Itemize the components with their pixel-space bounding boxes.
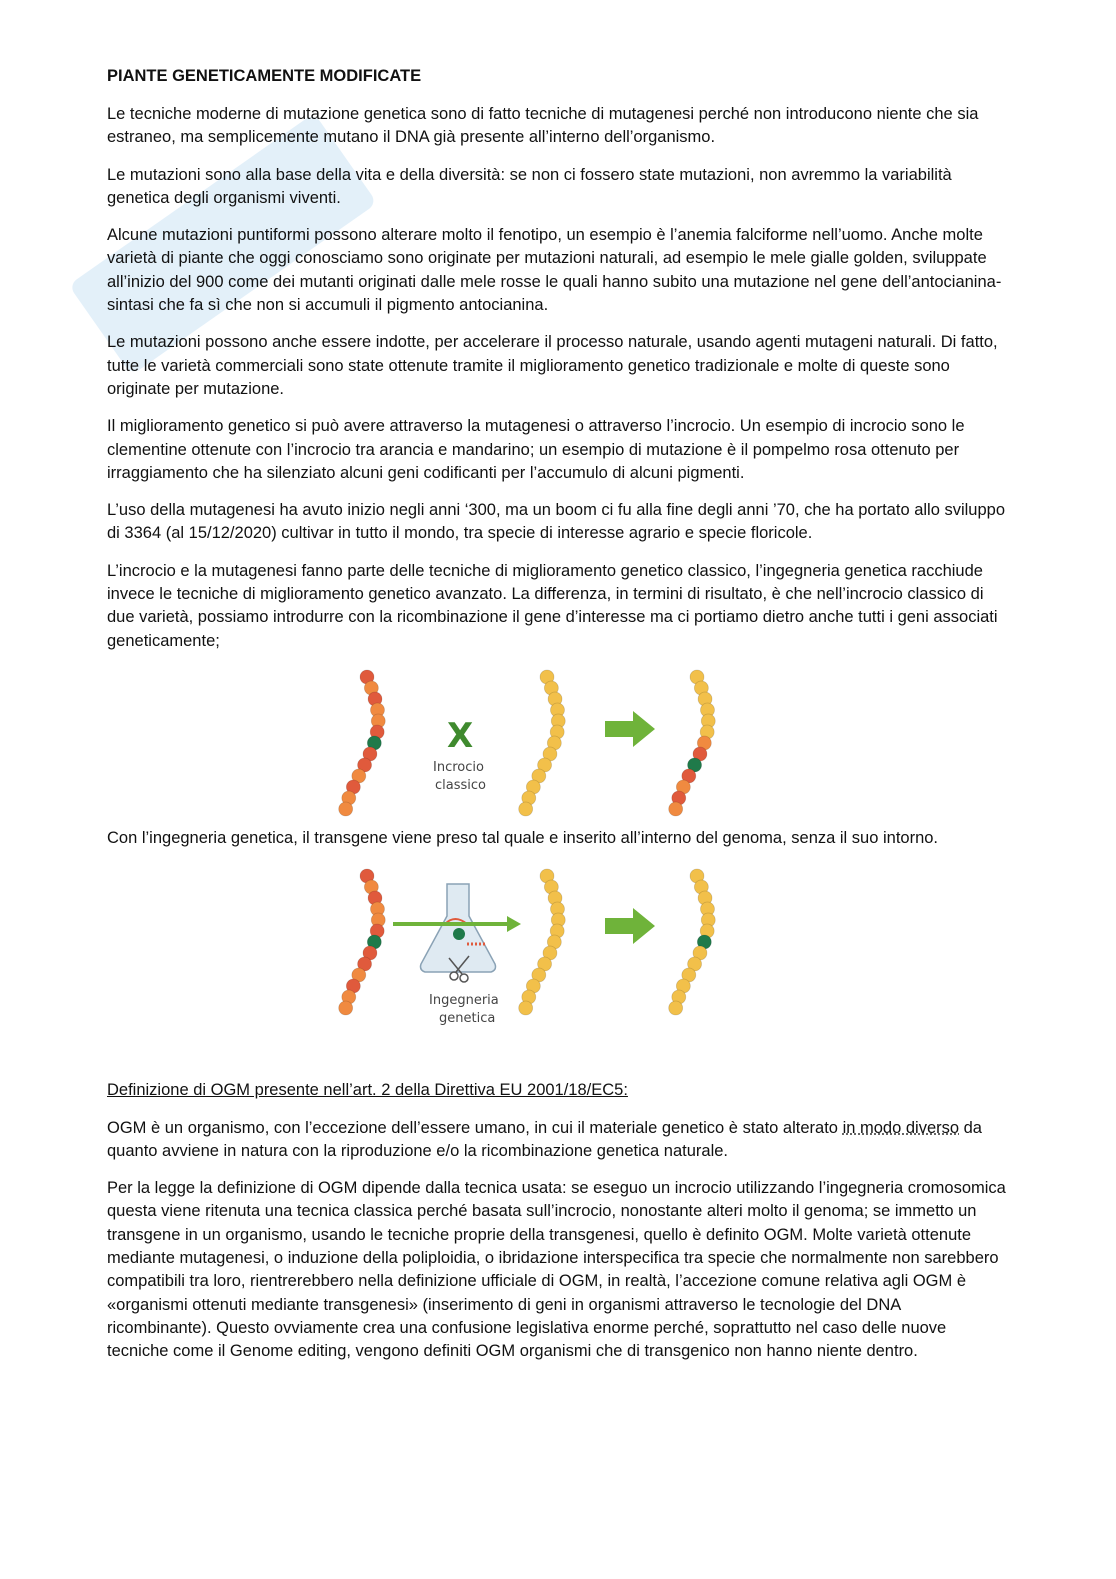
chromosome-yellow: [519, 670, 566, 816]
definition-heading: Definizione di OGM presente nell’art. 2 della Direttiva EU 2001/18/EC5:: [107, 1081, 628, 1100]
paragraph-5: Il miglioramento genetico si può avere attraverso la mutagenesi o attraverso l’incrocio. Un esempio di incrocio sono le clementine ottenute con l’incrocio tra arancia e mandarino; un esempio di mutazione è il pompelmo rosa ottenuto per irraggiamento che ha silenziato alcuni geni codificanti per l’accumulo di alcuni pigmenti.: [107, 417, 965, 482]
definition-text-1: OGM è un organismo, con l’eccezione dell’essere umano, in cui il materiale genetico è stato alterato: [107, 1118, 843, 1137]
cross-icon: [447, 716, 473, 756]
paragraph-2: Le mutazioni sono alla base della vita e della diversità: se non ci fossero state mutazioni, non avremmo la variabilità genetica degli organismi viventi.: [107, 165, 952, 207]
chromosome-red-source: [339, 869, 386, 1015]
bead: [669, 1001, 683, 1015]
svg-text:X: X: [447, 715, 474, 756]
chromosome-hybrid: [669, 670, 716, 816]
figure1-label-line1: Incrocio: [433, 759, 484, 775]
paragraph-4: Le mutazioni possono anche essere indotte, per accelerare il processo naturale, usando agenti mutageni naturali. Di fatto, tutte le varietà commerciali sono state ottenute tramite il miglioramento genetico tradizionale e molte di queste sono originate per mutazione.: [107, 333, 998, 398]
figure2-label-line1: Ingegneria: [429, 993, 499, 1009]
bead: [519, 1001, 533, 1015]
bead: [669, 802, 683, 816]
final-paragraph: Per la legge la definizione di OGM dipende dalla tecnica usata: se eseguo un incrocio utilizzando l’ingegneria cromosomica questa viene ritenuta una tecnica classica perché basata sull’incrocio, nonostante alteri molto il genoma; se immetto un transgene in un organismo, usando le tecniche proprie della transgenesi, quello è definito OGM. Molte varietà ottenute mediante mutagenesi, o induzione della poliploidia, o ibridazione interspecifica tra specie che normalmente non sarebbero compatibili tra loro, rientrerebbero nella definizione ufficiale di OGM, in realtà, l’accezione comune relativa agli OGM è «organismi ottenuti mediante transgenesi» (inserimento di geni in organismi attraverso le tecnologie del DNA ricombinante). Questo ovviamente crea una confusione legislativa enorme perché, soprattutto nel caso delle nuove tecniche come il Genome editing, vengono definiti OGM organismi che di transgenico non hanno niente dentro.: [107, 1179, 1006, 1361]
figure-genetic-engineering: [107, 864, 1007, 1039]
chromosome-red: [339, 670, 386, 816]
paragraph-6: L’uso della mutagenesi ha avuto inizio negli anni ‘300, ma un boom ci fu alla fine degli anni ’70, che ha portato allo sviluppo di 3364 (al 15/12/2020) cultivar in tutto il mondo, tra specie di interesse agrario e specie floricole.: [107, 501, 1006, 543]
document-page: [107, 64, 1007, 1378]
bead: [519, 802, 533, 816]
definition-underlined: in modo diverso: [842, 1118, 960, 1137]
flask-icon: [421, 884, 496, 972]
figure1-label-line2: classico: [435, 777, 486, 793]
figure2-label-line2: genetica: [439, 1011, 496, 1027]
definition-paragraph: [107, 1117, 1007, 1164]
paragraph-1: Le tecniche moderne di mutazione genetica sono di fatto tecniche di mutagenesi perché non introducono niente che sia estraneo, ma semplicemente mutano il DNA già presente all’interno dell’organismo.: [107, 105, 979, 147]
paragraph-7: L’incrocio e la mutagenesi fanno parte delle tecniche di miglioramento genetico classico, l’ingegneria genetica racchiude invece le tecniche di miglioramento genetico avanzato. La differenza, in termini di risultato, è che nell’incrocio classico di due varietà, possiamo introdurre con la ricombinazione il gene d’interesse ma ci portiamo dietro anche tutti i geni associati geneticamente;: [107, 561, 998, 650]
arrow-right-icon: [605, 711, 655, 747]
bead: [339, 1001, 353, 1015]
document-title: PIANTE GENETICAMENTE MODIFICATE: [107, 67, 422, 85]
definition-text-2: da quanto avviene in natura con la riproduzione e/o la ricombinazione genetica naturale.: [107, 1118, 982, 1160]
chromosome-yellow-target: [519, 869, 566, 1015]
arrow-right-icon: [605, 908, 655, 944]
figure-classic-crossing: [107, 667, 1007, 817]
paragraph-after-figure1: Con l’ingegneria genetica, il transgene viene preso tal quale e inserito all’interno del genoma, senza il suo intorno.: [107, 828, 939, 847]
paragraph-3: Alcune mutazioni puntiformi possono alterare molto il fenotipo, un esempio è l’anemia falciforme nell’uomo. Anche molte varietà di piante che oggi conosciamo sono originate per mutazioni naturali, ad esempio le mele gialle golden, sviluppate all’inizio del 900 come dei mutanti originati dalle mele rosse le quali hanno subito una mutazione nel gene dell’antocianina-sintasi che fa sì che non si accumuli il pigmento antocianina.: [107, 226, 1002, 315]
chromosome-transgenic: [669, 869, 716, 1015]
bead: [339, 802, 353, 816]
